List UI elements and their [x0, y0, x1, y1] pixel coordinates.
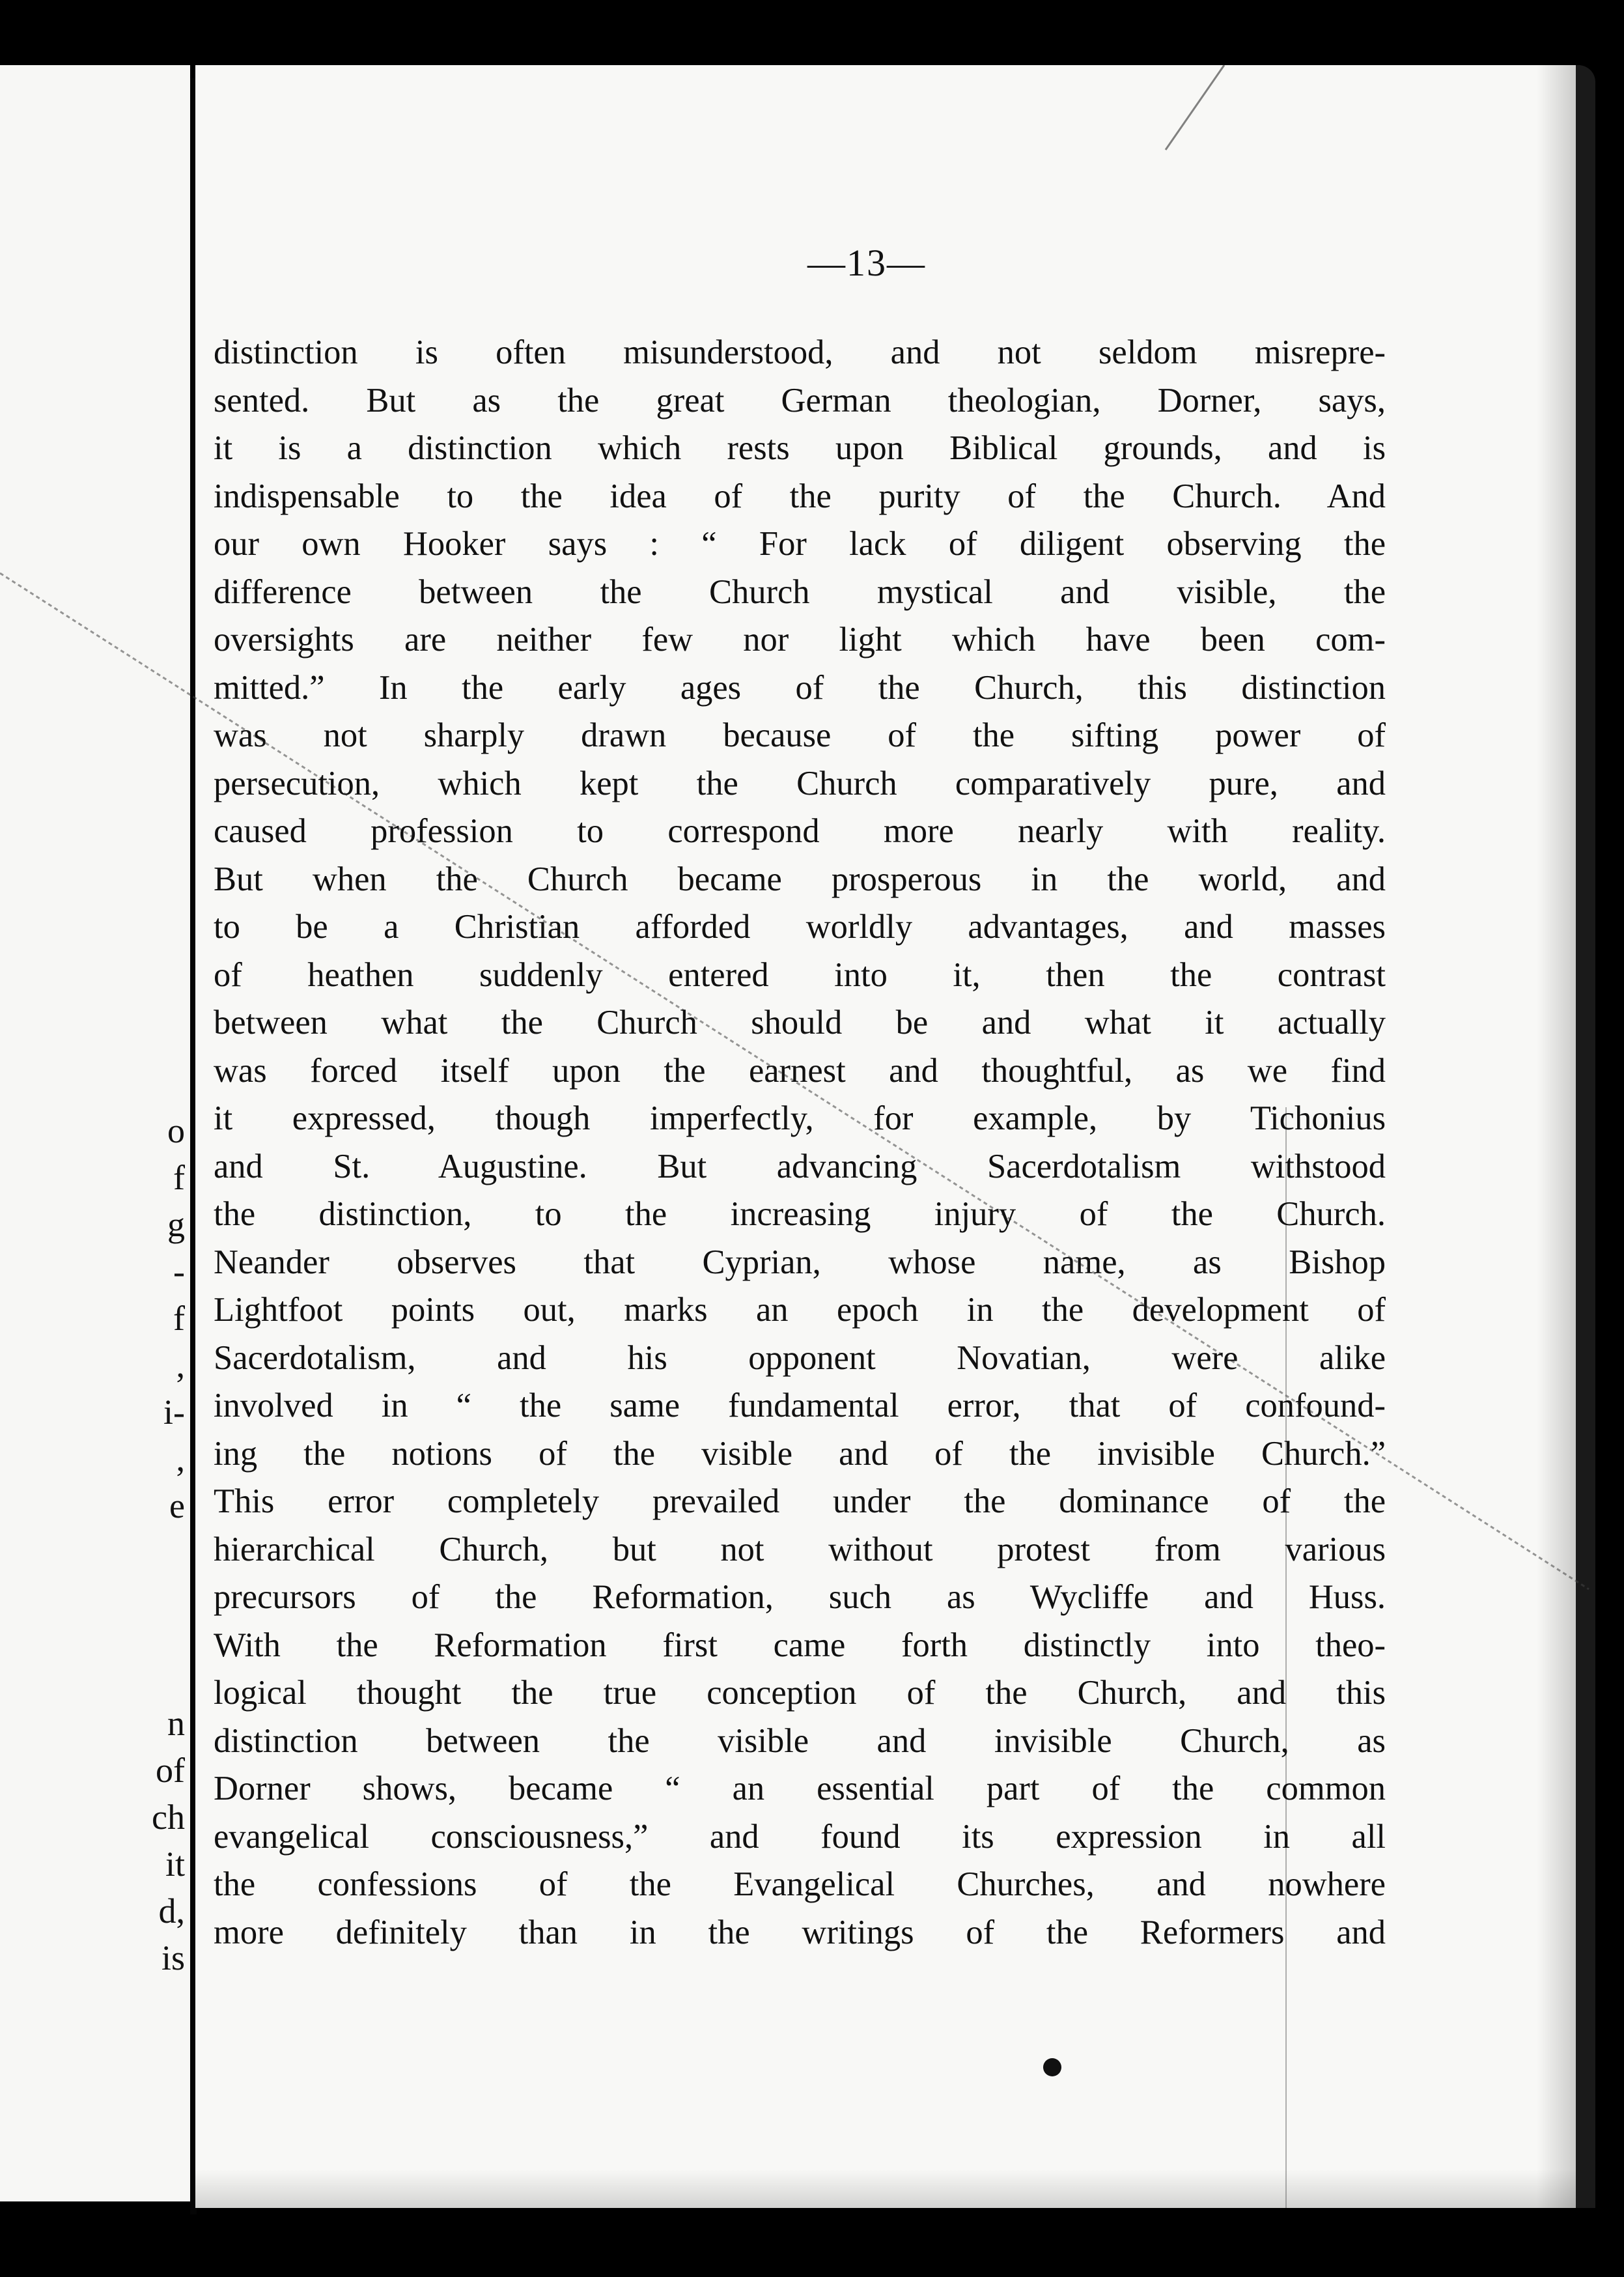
text-line: This error completely prevailed under the dominance of the [214, 1482, 1386, 1520]
text-line: distinction is often misunderstood, and not seldom misrepre- [214, 333, 1386, 371]
fragment: d, [158, 1891, 185, 1930]
text-line: oversights are neither few nor light which have been com- [214, 621, 1386, 658]
page-body [214, 329, 1386, 1957]
corner-scratch [1166, 65, 1224, 150]
text-line: Dorner shows, became “ an essential part of the common [214, 1770, 1386, 1807]
fragment: , [176, 1439, 185, 1478]
text-line: With the Reformation first came forth distinctly into theo- [214, 1626, 1386, 1664]
fragment: , [176, 1346, 185, 1385]
text-line: Neander observes that Cyprian, whose name, as Bishop [214, 1243, 1386, 1281]
fragment: n [167, 1704, 185, 1743]
text-line: difference between the Church mystical and visible, the [214, 573, 1386, 611]
text-line: was not sharply drawn because of the sifting power of [214, 716, 1386, 754]
fragment: e [169, 1486, 185, 1525]
text-line: and St. Augustine. But advancing Sacerdotalism withstood [214, 1147, 1386, 1185]
fragment: g [167, 1205, 185, 1244]
text-line: of heathen suddenly entered into it, then the contrast [214, 955, 1386, 994]
page-number: —13— [807, 242, 926, 284]
text-line: it is a distinction which rests upon Biblical grounds, and is [214, 429, 1386, 467]
fragment: o [167, 1111, 185, 1150]
fragment: of [156, 1751, 185, 1790]
ink-spot [1043, 2058, 1061, 2076]
text-line: precursors of the Reformation, such as Wycliffe and Huss. [214, 1578, 1386, 1616]
text-line: hierarchical Church, but not without protest from various [214, 1530, 1386, 1568]
fragment: f [173, 1299, 185, 1338]
text-line: was forced itself upon the earnest and thoughtful, as we find [214, 1051, 1386, 1090]
fragment: ch [152, 1798, 185, 1837]
text-line: involved in “ the same fundamental error, that of confound- [214, 1387, 1386, 1424]
fragment: it [165, 1845, 185, 1884]
text-line: mitted.” In the early ages of the Church, this distinction [214, 668, 1386, 707]
text-line: our own Hooker says : “ For lack of diligent observing the [214, 525, 1386, 563]
text-line: the confessions of the Evangelical Churches, and nowhere [214, 1865, 1386, 1903]
text-line: persecution, which kept the Church comparatively pure, and [214, 764, 1386, 802]
text-line: the distinction, to the increasing injury of the Church. [214, 1195, 1386, 1233]
text-line: sented. But as the great German theologian, Dorner, says, [214, 381, 1386, 419]
text-line: to be a Christian afforded worldly advantages, and masses [214, 908, 1386, 946]
text-line: it expressed, though imperfectly, for example, by Tichonius [214, 1099, 1386, 1137]
text-line: evangelical consciousness,” and found its expression in all [214, 1817, 1386, 1856]
text-line: distinction between the visible and invisible Church, as [214, 1721, 1386, 1760]
text-line: between what the Church should be and what it actually [214, 1004, 1386, 1041]
fragment: - [173, 1252, 185, 1291]
text-line: caused profession to correspond more nearly with reality. [214, 812, 1386, 850]
text-line: But when the Church became prosperous in the world, and [214, 860, 1386, 898]
text-line: indispensable to the idea of the purity of the Church. And [214, 477, 1386, 515]
text-line: ing the notions of the visible and of the invisible Church.” [214, 1434, 1386, 1473]
fragment: is [161, 1938, 185, 1977]
text-line: more definitely than in the writings of the Reformers and [214, 1913, 1386, 1951]
fragment: f [173, 1158, 185, 1197]
text-line: Lightfoot points out, marks an epoch in the development of [214, 1291, 1386, 1329]
text-line: logical thought the true conception of the Church, and this [214, 1674, 1386, 1712]
fragment: i- [163, 1393, 185, 1432]
text-line: Sacerdotalism, and his opponent Novatian, were alike [214, 1338, 1386, 1377]
